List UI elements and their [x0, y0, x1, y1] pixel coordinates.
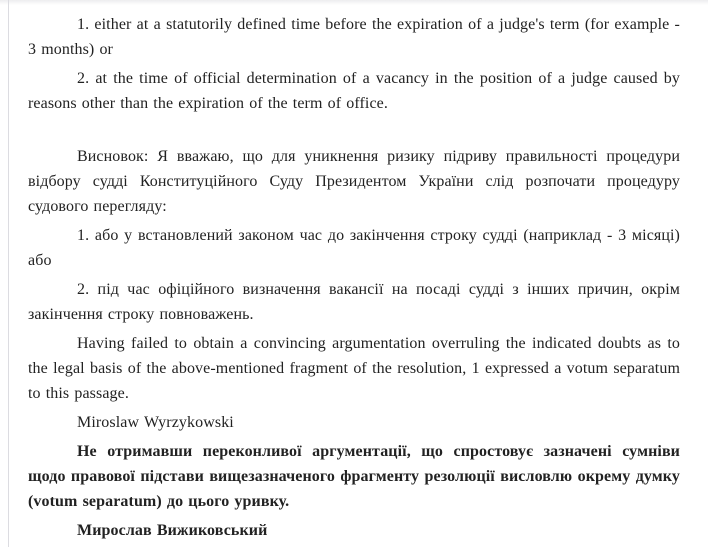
paragraph-uk-conclusion: Висновок: Я вважаю, що для уникнення ризику підриву правильності процедури відбору судді Конституційного Суду Президентом України слід розпочати процедуру судового перегляду:: [28, 148, 680, 215]
signature-en-miroslaw-wyrzykowski: Miroslaw Wyrzykowski: [77, 414, 234, 431]
paragraph-uk-list-item-2: 2. під час офіційного визначення вакансії на посаді судді з інших причин, окрім закінчення строку повноважень.: [28, 281, 680, 323]
paragraph-uk-votum-separatum-bold: Не отримавши переконливої аргументації, що спростовує зазначені сумніви щодо правової підстави вищезазначеного фрагменту резолюції висловлю окрему думку (votum separatum) до цього уривку.: [28, 443, 680, 510]
signature-uk-myroslav-vyzhykovskyi: Мирослав Вижиковський: [77, 522, 268, 539]
paragraph-en-list-item-2: 2. at the time of official determination of a vacancy in the position of a judge caused by reasons other than the expiration of the term of office.: [28, 70, 680, 112]
paragraph-uk-list-item-1: 1. або у встановлений законом час до закінчення строку судді (наприклад - 3 місяці) або: [28, 227, 680, 269]
scan-left-edge-line: [8, 0, 9, 547]
paragraph-en-list-item-1: 1. either at a statutorily defined time before the expiration of a judge's term (for example - 3 months) or: [28, 16, 680, 58]
paragraph-en-votum-separatum: Having failed to obtain a convincing argumentation overruling the indicated doubts as to the legal basis of the above-mentioned fragment of the resolution, 1 expressed a votum separatum to this passage.: [28, 335, 680, 402]
scan-top-edge: [0, 0, 708, 5]
